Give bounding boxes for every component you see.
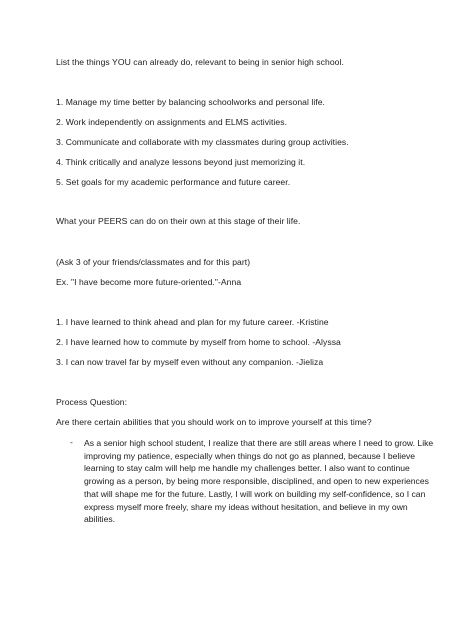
peer-list-item: 1. I have learned to think ahead and plan for my future career. -Kristine [56, 317, 329, 327]
peer-list-item: 3. I can now travel far by myself even without any companion. -Jieliza [56, 357, 324, 367]
list-item: 4. Think critically and analyze lessons beyond just memorizing it. [56, 157, 306, 167]
process-question-heading: Process Question: [56, 397, 128, 407]
list-item: 5. Set goals for my academic performance and future career. [56, 177, 291, 187]
section-1-heading: List the things YOU can already do, relevant to being in senior high school. [56, 57, 344, 67]
peer-list-item: 2. I have learned how to commute by myself from home to school. -Alyssa [56, 337, 341, 347]
section-2-example: Ex. "I have become more future-oriented."-Anna [56, 277, 242, 287]
list-item: 2. Work independently on assignments and ELMS activities. [56, 117, 288, 127]
answer-paragraph: As a senior high school student, I realize that there are still areas where I need to grow. Like improving my patience, especially when things do not go as planned, because I believe learning to stay calm will help me handle my challenges better. I also want to continue growing as a person, by being more responsible, disciplined, and open to new experiences that will shape me for the future. Lastly, I will work on building my self-confidence, so I can express myself more freely, share my ideas without hesitation, and believe in my own abilities. [84, 438, 434, 525]
list-item: 3. Communicate and collaborate with my classmates during group activities. [56, 137, 349, 147]
section-2-instruction: (Ask 3 of your friends/classmates and for this part) [56, 257, 251, 267]
process-question-text: Are there certain abilities that you should work on to improve yourself at this time? [56, 417, 372, 427]
section-2-heading: What your PEERS can do on their own at this stage of their life. [56, 216, 301, 226]
bullet-dash: - [70, 437, 73, 447]
list-item: 1. Manage my time better by balancing schoolworks and personal life. [56, 97, 325, 107]
